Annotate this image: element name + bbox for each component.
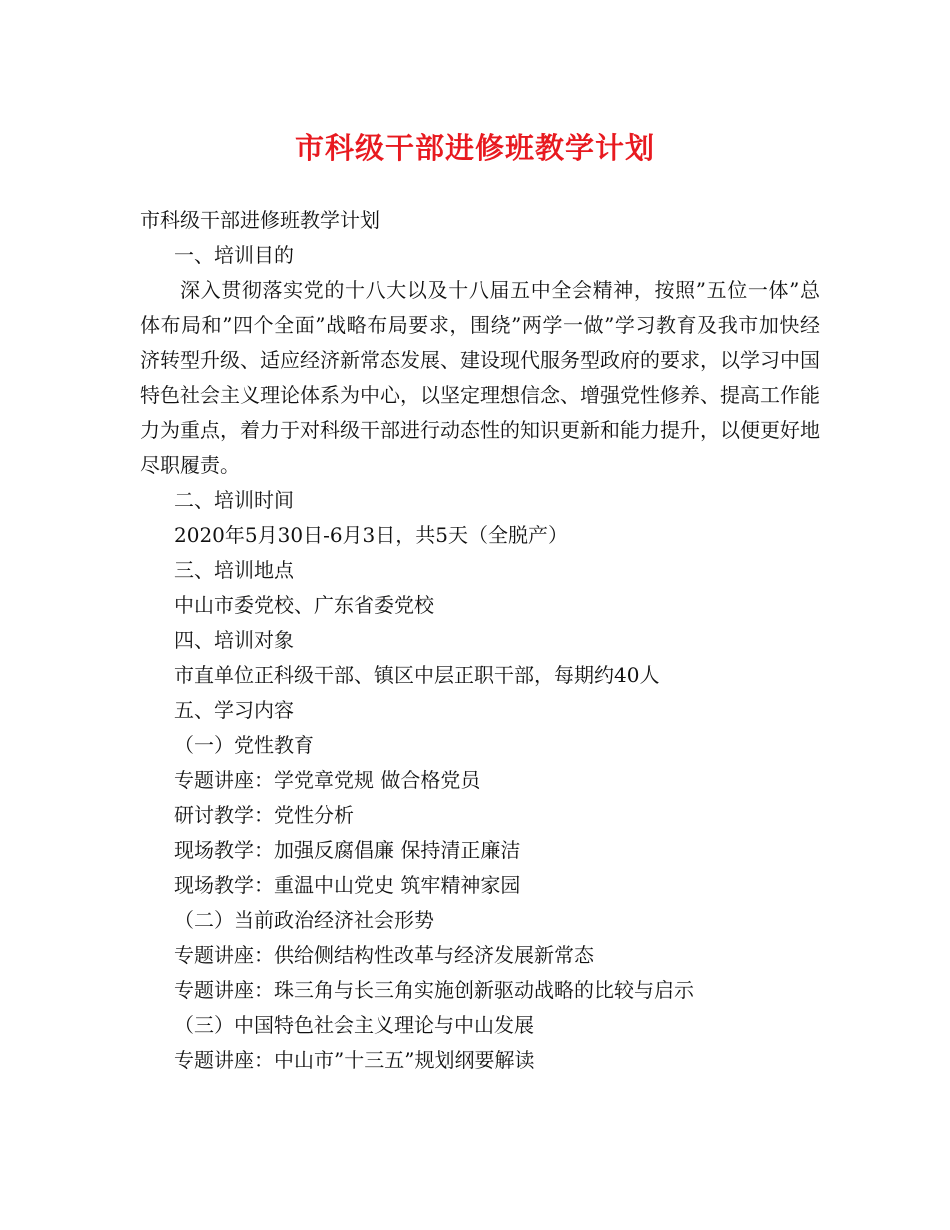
subsection-heading-party: （一）党性教育 bbox=[174, 733, 314, 757]
content-item: 研讨教学：党性分析 bbox=[174, 803, 354, 827]
document-body bbox=[140, 203, 820, 1078]
section-heading-audience: 四、培训对象 bbox=[174, 628, 294, 652]
content-item: 专题讲座：珠三角与长三角实施创新驱动战略的比较与启示 bbox=[174, 978, 694, 1002]
content-item: 专题讲座：供给侧结构性改革与经济发展新常态 bbox=[174, 943, 594, 967]
subsection-heading-theory: （三）中国特色社会主义理论与中山发展 bbox=[174, 1013, 534, 1037]
section-heading-content: 五、学习内容 bbox=[174, 698, 294, 722]
content-item: 专题讲座：学党章党规 做合格党员 bbox=[174, 768, 481, 792]
document-title: 市科级干部进修班教学计划 bbox=[294, 131, 655, 165]
purpose-paragraph: 深入贯彻落实党的十八大以及十八届五中全会精神，按照”五位一体”总体布局和”四个全面”战略布局要求，围绕”两学一做”学习教育及我市加快经济转型升级、适应经济新常态发展、建设现代服务型政府的要求，以学习中国特色社会主义理论体系为中心，以坚定理想信念、增强党性修养、提高工作能力为重点，着力于对科级干部进行动态性的知识更新和能力提升，以便更好地尽职履责。 bbox=[140, 278, 820, 477]
training-audience-text: 市直单位正科级干部、镇区中层正职干部，每期约40人 bbox=[174, 663, 660, 687]
section-heading-time: 二、培训时间 bbox=[174, 488, 294, 512]
content-item: 专题讲座：中山市”十三五”规划纲要解读 bbox=[174, 1048, 535, 1072]
subtitle-line: 市科级干部进修班教学计划 bbox=[140, 208, 380, 232]
section-heading-location: 三、培训地点 bbox=[174, 558, 294, 582]
content-item: 现场教学：加强反腐倡廉 保持清正廉洁 bbox=[174, 838, 521, 862]
content-item: 现场教学：重温中山党史 筑牢精神家园 bbox=[174, 873, 521, 897]
subsection-heading-situation: （二）当前政治经济社会形势 bbox=[174, 908, 434, 932]
training-time-text: 2020年5月30日-6月3日，共5天（全脱产） bbox=[174, 523, 569, 547]
training-location-text: 中山市委党校、广东省委党校 bbox=[174, 593, 434, 617]
section-heading-purpose: 一、培训目的 bbox=[174, 243, 294, 267]
